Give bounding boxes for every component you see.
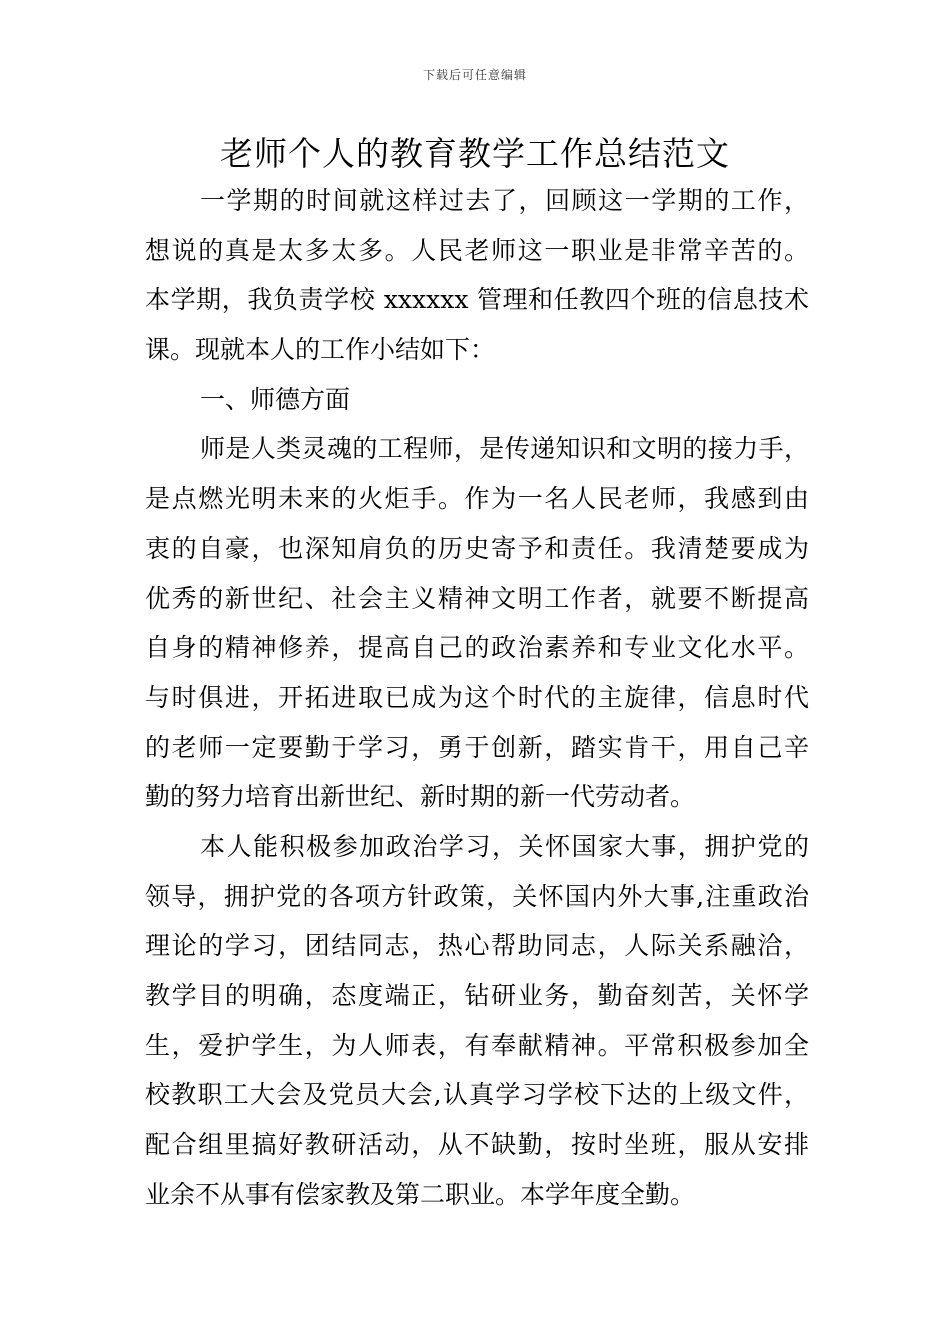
body-line: 师是人类灵魂的工程师，是传递知识和文明的接力手，: [200, 434, 809, 464]
body-line: 是点燃光明未来的火炬手。作为一名人民老师，我感到由: [145, 484, 809, 514]
body-line: 理论的学习，团结同志，热心帮助同志，人际关系融洽，: [145, 931, 809, 961]
body-line: 优秀的新世纪、社会主义精神文明工作者，就要不断提高: [145, 583, 809, 613]
body-line: 衷的自豪，也深知肩负的历史寄予和责任。我清楚要成为: [145, 533, 809, 563]
body-line: 一、师德方面: [200, 384, 351, 414]
body-line: 自身的精神修养，提高自己的政治素养和专业文化水平。: [145, 633, 809, 663]
body-line: 想说的真是太多太多。人民老师这一职业是非常辛苦的。: [145, 235, 809, 265]
body-line: 一学期的时间就这样过去了，回顾这一学期的工作，: [200, 186, 809, 215]
body-line: 与时俱进，开拓进取已成为这个时代的主旋律，信息时代: [145, 682, 809, 712]
body-line: 本人能积极参加政治学习，关怀国家大事，拥护党的: [200, 831, 809, 861]
body-line: 业余不从事有偿家教及第二职业。本学年度全勤。: [145, 1179, 696, 1209]
body-line: 教学目的明确，态度端正，钻研业务，勤奋刻苦，关怀学: [145, 981, 809, 1010]
body-line: 勤的努力培育出新世纪、新时期的新一代劳动者。: [145, 782, 696, 812]
document-body: [145, 176, 809, 1219]
body-line: 校教职工大会及党员大会,认真学习学校下达的上级文件，: [145, 1080, 809, 1110]
body-line: 生，爱护学生，为人师表，有奉献精神。平常积极参加全: [145, 1030, 809, 1060]
body-line: 配合组里搞好教研活动，从不缺勤，按时坐班，服从安排: [145, 1130, 809, 1160]
body-line: 本学期，我负责学校 xxxxxx 管理和任教四个班的信息技术: [145, 285, 809, 315]
document-title: 老师个人的教育教学工作总结范文: [220, 134, 730, 173]
header-note: 下载后可任意编辑: [422, 68, 527, 82]
body-line: 的老师一定要勤于学习，勇于创新，踏实肯干，用自己辛: [145, 732, 809, 762]
body-line: 课。现就本人的工作小结如下：: [145, 335, 496, 365]
body-line: 领导，拥护党的各项方针政策，关怀国内外大事,注重政治: [145, 881, 809, 911]
